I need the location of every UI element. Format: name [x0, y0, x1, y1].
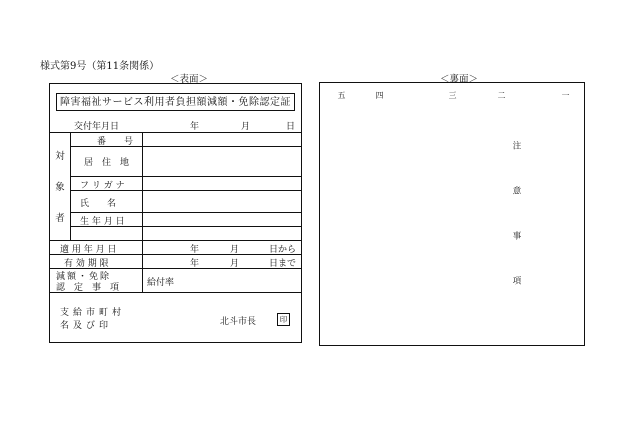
certificate-grid — [50, 132, 301, 338]
address-label: 居 住 地 — [84, 158, 130, 168]
reduction-rate-label: 給付率 — [147, 278, 175, 288]
start-year-unit: 年 — [190, 245, 200, 255]
seal-box: 印 — [277, 313, 290, 326]
number-label: 番 号 — [97, 137, 134, 147]
expiry-label: 有 効 期 限 — [64, 259, 109, 269]
certificate-title: 障害福祉サービス利用者負担額減額・免除認定証 — [56, 93, 295, 111]
birth-date-label: 生 年 月 日 — [80, 217, 125, 227]
certificate-front — [49, 83, 302, 343]
target-person-label — [50, 132, 70, 240]
expiry-month-unit: 月 — [230, 259, 240, 269]
start-date-label: 適 用 年 月 日 — [60, 245, 117, 255]
target-char-1: 対 — [55, 151, 65, 163]
furigana-label: フ リ ガ ナ — [80, 181, 125, 191]
start-from-unit: 日から — [269, 245, 297, 255]
back-side-label: ＜裏面＞ — [440, 74, 479, 85]
note-item-4 — [375, 91, 384, 331]
issue-month-unit: 月 — [241, 122, 251, 132]
target-char-2: 象 — [55, 181, 65, 193]
notes-heading: 注 意 事 項 — [511, 141, 521, 299]
name-label: 氏 名 — [80, 199, 117, 209]
target-char-3: 者 — [55, 212, 65, 224]
note-item-3 — [448, 91, 457, 331]
issue-day-unit: 日 — [286, 122, 296, 132]
note-item-5 — [337, 91, 346, 331]
expiry-year-unit: 年 — [190, 259, 200, 269]
issuer-label-line2: 名及び印 — [60, 321, 113, 331]
issue-date-row — [50, 118, 301, 130]
issue-year-unit: 年 — [190, 122, 200, 132]
note-1-number: 一 — [561, 91, 570, 100]
start-month-unit: 月 — [230, 245, 240, 255]
issuer-label-line1: 支給市町村 — [60, 308, 126, 318]
certificate-back — [319, 82, 585, 346]
note-3-number: 三 — [448, 91, 457, 100]
note-4-number: 四 — [375, 91, 384, 100]
form-number: 様式第9号（第11条関係） — [40, 61, 160, 72]
issuer-name: 北斗市長 — [220, 317, 257, 327]
note-2-number: 二 — [497, 91, 506, 100]
note-item-1 — [561, 91, 570, 331]
note-item-2 — [497, 91, 506, 331]
note-5-number: 五 — [337, 91, 346, 100]
expiry-until-unit: 日まで — [269, 259, 297, 269]
reduction-label-line2: 認 定 事 項 — [56, 283, 120, 293]
front-side-label: ＜表面＞ — [170, 74, 209, 85]
issue-date-label: 交付年月日 — [74, 122, 120, 132]
reduction-label-line1: 減額・免除 — [56, 272, 112, 282]
